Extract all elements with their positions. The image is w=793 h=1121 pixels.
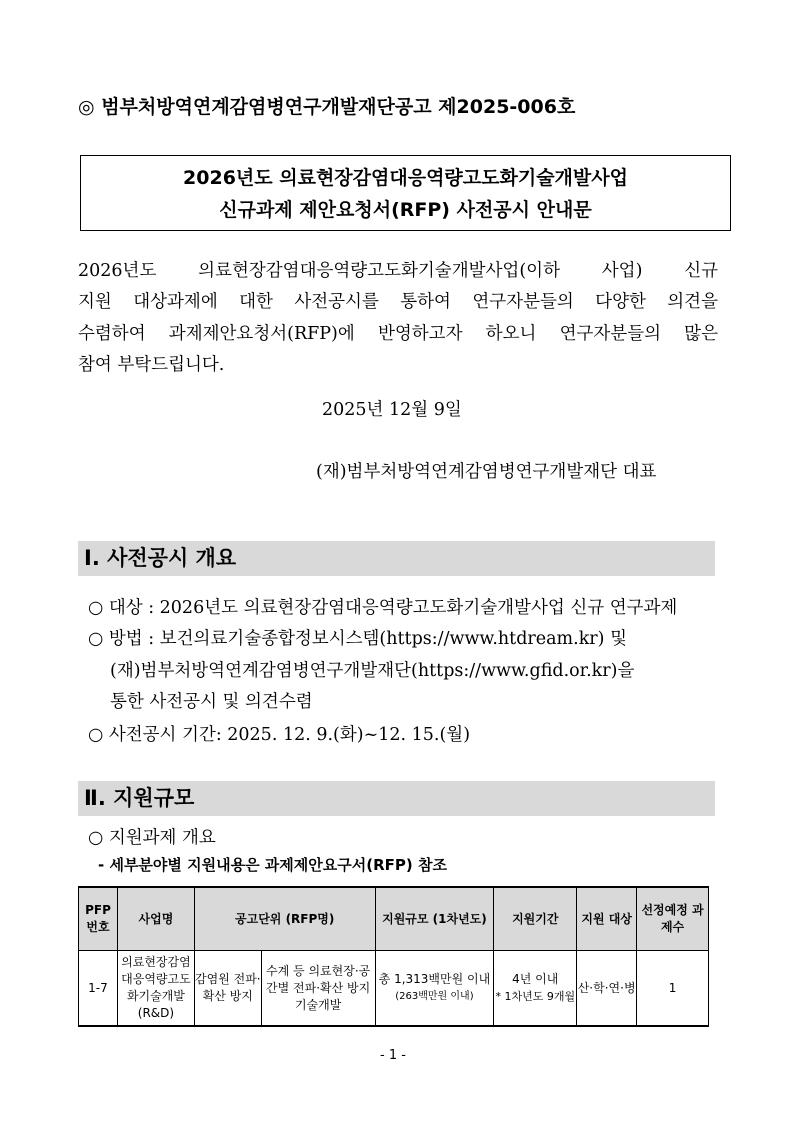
intro-line: 수렴하여 과제제안요청서(RFP)에 반영하고자 하오니 연구자분들의 많은 [78,324,718,344]
section-2-heading: Ⅱ. 지원규모 [78,781,715,816]
page-number: - 1 - [380,1048,406,1063]
notice-number: ◎ 범부처방역연계감염병연구개발재단공고 제2025-006호 [78,96,576,118]
bullet-period: ○ 사전공시 기간: 2025. 12. 9.(화)~12. 15.(월) [88,725,471,745]
th-target: 지원 대상 [577,887,637,951]
th-unit: 공고단위 (RFP명) [194,887,375,951]
cell-period [494,951,577,1027]
cell-unit: 감염원 전파·확산 방지 [194,951,261,1027]
cell-target: 산·학·연·병 [577,951,637,1027]
title-box [80,155,731,231]
cell-program: 의료현장감염대응역량고도화기술개발(R&D) [117,951,194,1027]
date: 2025년 12월 9일 [322,400,462,420]
cell-pfp: 1-7 [79,951,118,1027]
scale-total: 총 1,313백만원 이내 [378,972,491,986]
period-first-year: * 1차년도 9개월 [495,990,576,1003]
cell-count: 1 [637,951,709,1027]
bullet-method: ○ 방법 : 보건의료기술종합정보시스템(https://www.htdream.kr) 및 [88,629,627,649]
th-scale: 지원규모 (1차년도) [375,887,494,951]
signature: (재)범부처방역연계감염병연구개발재단 대표 [316,462,657,482]
cell-scale [375,951,494,1027]
th-pfp: PFP 번호 [79,887,118,951]
th-period: 지원기간 [494,887,577,951]
th-count: 선정예정 과제수 [637,887,709,951]
support-table [78,886,709,1027]
scale-first-year: (263백만원 이내) [395,991,474,1002]
intro-line: 2026년도 의료현장감염대응역량고도화기술개발사업(이하 사업) 신규 [78,261,718,281]
period-total: 4년 이내 [512,972,559,986]
bullet-method-cont: (재)범부처방역연계감염병연구개발재단(https://www.gfid.or.kr)을 [110,661,635,681]
title-line-2: 신규과제 제안요청서(RFP) 사전공시 안내문 [219,199,592,221]
cell-rfp: 수계 등 의료현장·공간별 전파·확산 방지 기술개발 [261,951,375,1027]
table-header-row [79,887,709,951]
section-1-heading: Ⅰ. 사전공시 개요 [78,541,715,576]
bullet-method-cont: 통한 사전공시 및 의견수렴 [110,692,313,712]
bullet-target: ○ 대상 : 2026년도 의료현장감염대응역량고도화기술개발사업 신규 연구과제 [88,598,678,618]
rfp-note: - 세부분야별 지원내용은 과제제안요구서(RFP) 참조 [98,856,447,874]
intro-line: 참여 부탁드립니다. [78,355,225,375]
title-line-1: 2026년도 의료현장감염대응역량고도화기술개발사업 [183,167,628,189]
table-row [79,951,709,1027]
bullet-overview: ○ 지원과제 개요 [88,828,216,848]
intro-line: 지원 대상과제에 대한 사전공시를 통하여 연구자분들의 다양한 의견을 [78,292,718,312]
th-program: 사업명 [117,887,194,951]
